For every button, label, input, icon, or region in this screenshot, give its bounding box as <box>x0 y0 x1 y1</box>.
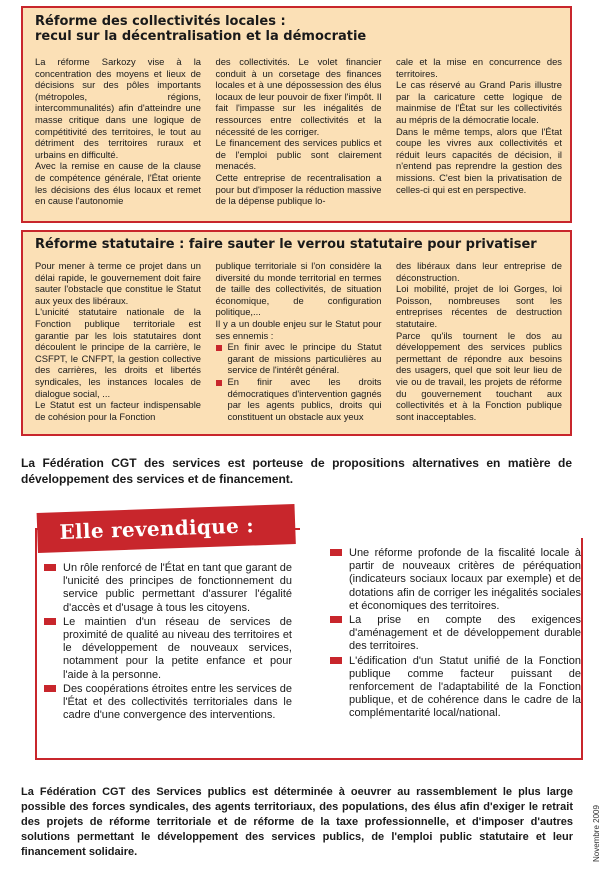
claim-item: L'édification d'un Statut unifié de la Fonction publique comme facteur puissant de renforcement de l'adaptabilité de la Fonction publique, et de cohérence dans le cadre de la complémentarité local/national. <box>349 654 581 720</box>
frame-right-border <box>581 538 583 760</box>
paragraph: Le financement des services publics et de l'emploi public sont clairement menacés. <box>215 137 382 172</box>
closing-statement: La Fédération CGT des Services publics est déterminée à oeuvrer au rassemblement le plus large possible des forces syndicales, des agents territoriaux, des populations, des élus afin d'exiger le retrait des projets de réforme territoriale et de réforme de la taxe professionnelle, et d'imposer d'autres solutions permettant le développement des services publics, de l'emploi public statutaire et leur financement solidaire. <box>21 786 573 858</box>
paragraph: L'unicité statutaire nationale de la Fonction publique territoriale est garantie par les lois statutaires dont découlent le principe de la carrière, le CSFPT, le CNFPT, la gestion collective des carrières, les droits et libertés syndicales, les instances locales de dialogue social, ... <box>35 306 201 399</box>
paragraph: des collectivités. Le volet financier conduit à un corsetage des finances locales et à une dépossession des élus locaux de leur pouvoir de fixer l'impôt. Il fait l'impasse sur les inégalités de ressources entre collectivités et la nécessité de les corriger. <box>215 56 382 137</box>
column-3 <box>396 260 562 422</box>
column-3 <box>396 56 562 207</box>
paragraph: Le Statut est un facteur indispensable de cohésion pour la Fonction <box>35 399 201 422</box>
publication-date: Novembre 2009 <box>592 805 601 862</box>
column-1 <box>35 56 201 207</box>
paragraph: Parce qu'ils tournent le dos au développement des services publics permettant de répondre aux besoins des usagers, quel que soit leur lieu de vie ou de travail, les projets de réforme du gouvernement touchant aux collectivités et à la Fonction publique sont inacceptables. <box>396 329 562 422</box>
box-title <box>35 14 366 44</box>
claims-right-column <box>349 547 581 723</box>
claim-item: Des coopérations étroites entre les services de l'État et des collectivités territoriales dans le cadre d'une convergence des interventions. <box>63 682 292 722</box>
box-reforme-statutaire <box>21 230 572 436</box>
paragraph: Le cas réservé au Grand Paris illustre par la caricature cette logique de mainmise de l'État sur les collectivités au mépris de la démocratie locale. <box>396 79 562 125</box>
frame-left-border <box>35 528 37 760</box>
claims-columns <box>63 547 581 723</box>
text-columns <box>35 56 562 207</box>
title-line-1: Réforme des collectivités locales : <box>35 14 286 29</box>
claims-left-column <box>63 562 292 723</box>
box-title: Réforme statutaire : faire sauter le verrou statutaire pour privatiser <box>35 237 537 252</box>
paragraph: des libéraux dans leur entreprise de déconstruction. <box>396 260 562 283</box>
claims-list <box>349 547 581 721</box>
paragraph: publique territoriale si l'on considère la diversité du monde territorial en termes de taille des collectivités, de situation économique, de configuration politique,... <box>215 260 382 318</box>
claim-item: Le maintien d'un réseau de services de proximité de qualité au niveau des territoires et le développement de nouveaux services, notamment pour la petite enfance et pour l'aide à la personne. <box>63 615 292 681</box>
paragraph: Loi mobilité, projet de loi Gorges, loi Poisson, nombreuses sont les entreprises récentes de destruction statutaire. <box>396 283 562 329</box>
bullet-list <box>216 341 382 422</box>
claims-title: Elle revendique : <box>59 513 255 545</box>
column-2 <box>216 56 382 207</box>
claim-item: Un rôle renforcé de l'État en tant que garant de l'unicité des principes de fonctionnement du service public permettant d'assurer l'égalité d'accès et d'usage à tous les citoyens. <box>63 562 292 614</box>
column-1 <box>35 260 201 422</box>
paragraph: Il y a un double enjeu sur le Statut pour ses ennemis : <box>215 317 382 341</box>
box-reforme-collectivites <box>21 6 572 223</box>
list-item: En finir avec le principe du Statut garant de missions particulières au service de l'intérêt général. <box>216 341 382 376</box>
paragraph: Dans le même temps, alors que l'État coupe les vivres aux collectivités et réduit leurs capacités de décision, il n'entend pas reprendre la gestion des missions. C'est bien la privatisation de celles-ci qui est en perspective. <box>396 125 562 195</box>
claims-list <box>63 562 292 722</box>
paragraph: Avec la remise en cause de la clause de compétence générale, l'État oriente les décisions des élus locaux et remet en cause l'autonomie <box>35 160 201 207</box>
column-2 <box>216 260 382 422</box>
paragraph: La réforme Sarkozy vise à la concentration des moyens et lieux de décisions sur des pôles importants (métropoles, régions, intercommunalités) afin d'atteindre une masse critique dans une logique de compétitivité des territoires, le tout au détriment des territoires ruraux et urbains en difficulté. <box>35 56 201 160</box>
title-line-2: recul sur la décentralisation et la démocratie <box>35 29 367 44</box>
list-item: En finir avec les droits démocratiques d'intervention gagnés par les agents publics, droits qui constituent un obstacle aux yeux <box>216 376 382 422</box>
intro-statement: La Fédération CGT des services est porteuse de propositions alternatives en matière de développement des services et de financement. <box>21 456 572 486</box>
frame-bottom-border <box>35 758 583 760</box>
claim-item: Une réforme profonde de la fiscalité locale à partir de nouveaux critères de péréquation (indicateurs sociaux locaux par exemple) et de dotations afin de corriger les inégalités sociales et économiques des territoires. <box>349 547 581 612</box>
paragraph: Cette entreprise de recentralisation a pour but d'imposer la réduction massive de la dépense publique lo- <box>215 171 382 207</box>
claim-item: La prise en compte des exigences d'aménagement et de développement durable des territoires. <box>349 614 581 653</box>
text-columns <box>35 260 562 422</box>
paragraph: cale et la mise en concurrence des territoires. <box>396 56 562 79</box>
paragraph: Pour mener à terme ce projet dans un délai rapide, le gouvernement doit faire sauter l'obstacle que constitue le Statut aux yeux des libéraux. <box>35 260 201 306</box>
